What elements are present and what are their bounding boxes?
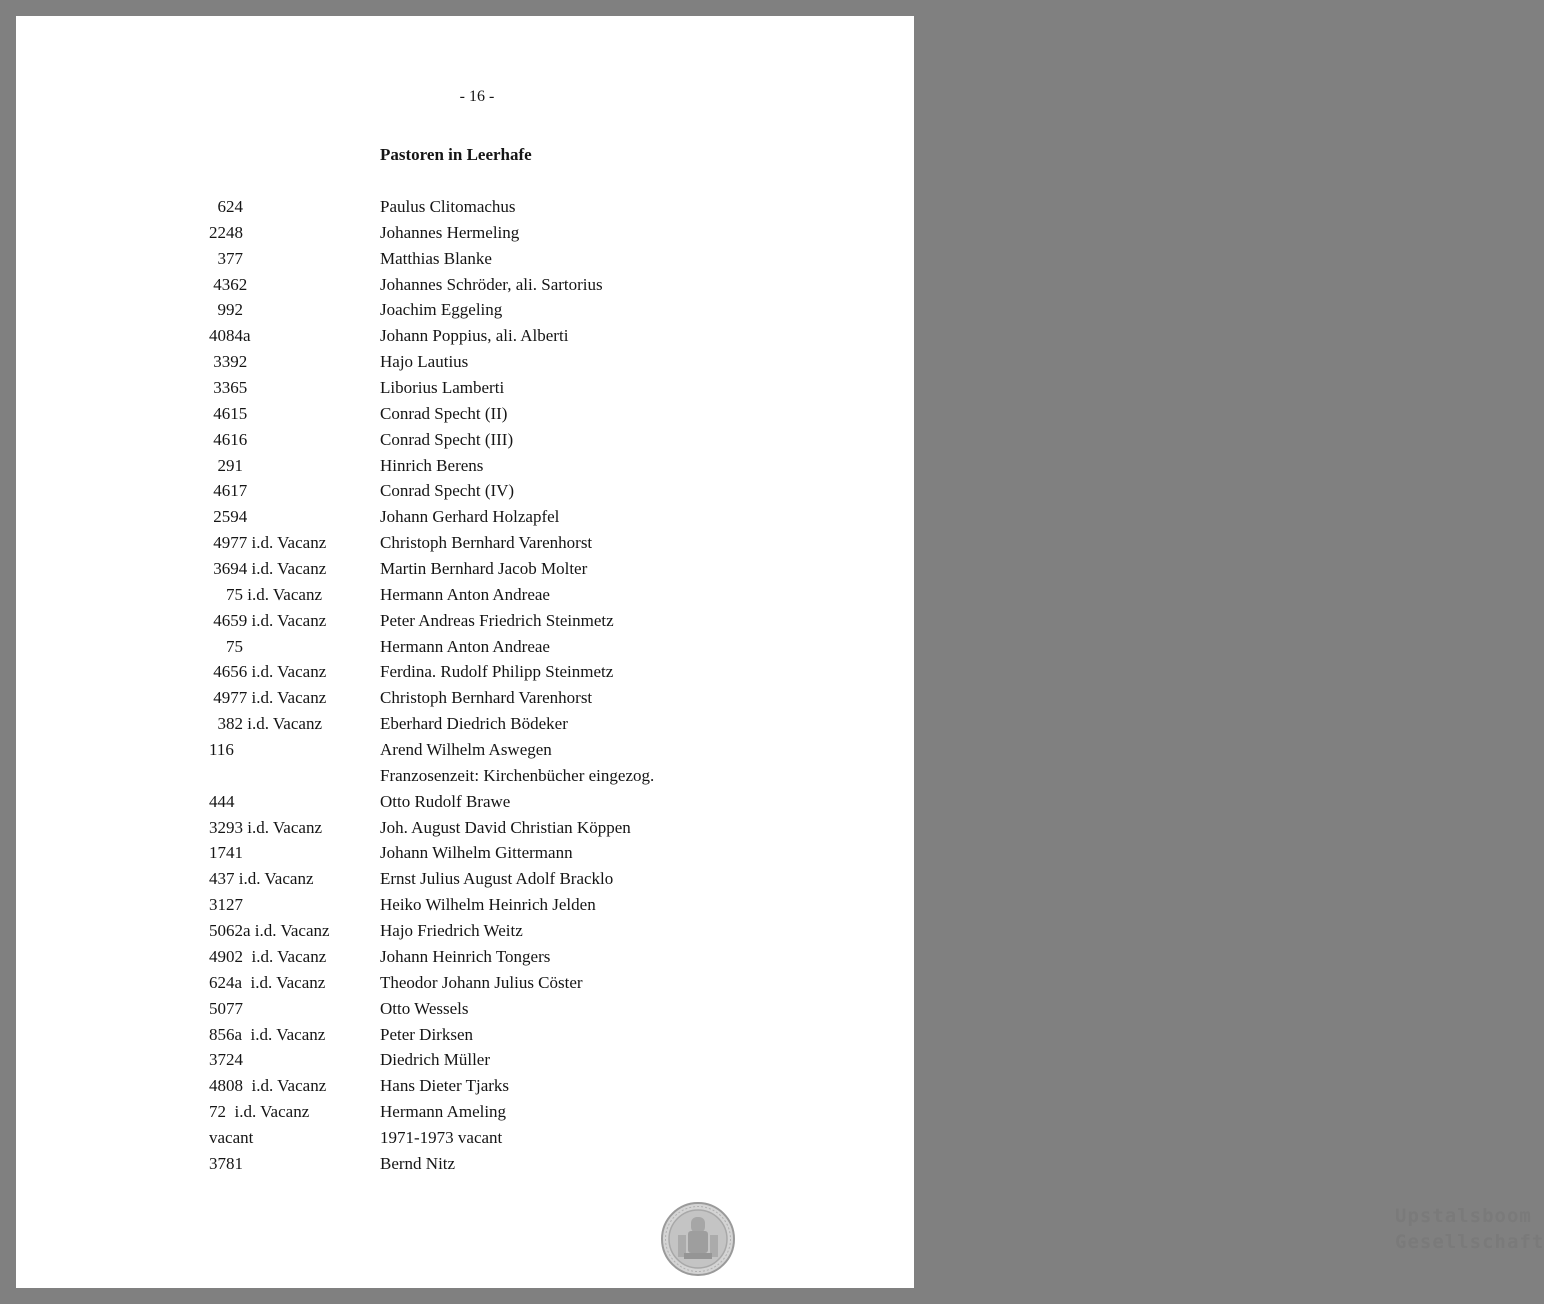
pastor-name: Conrad Specht (IV): [380, 481, 515, 501]
document-page: [16, 16, 1544, 1288]
pastor-number: 382 i.d. Vacanz: [209, 714, 322, 734]
pastor-name: Peter Andreas Friedrich Steinmetz: [380, 610, 614, 630]
table-row: [16, 998, 914, 1024]
pastor-name: Paulus Clitomachus: [380, 197, 516, 216]
table-row: [16, 584, 914, 610]
pastor-number: 377: [209, 248, 243, 268]
pastor-name: Arend Wilhelm Aswegen: [380, 740, 552, 760]
pastor-number: 2248: [209, 222, 243, 242]
pastor-name: Franzosenzeit: Kirchenbücher eingezog.: [380, 765, 655, 785]
pastor-number: 3293 i.d. Vacanz: [209, 817, 322, 837]
pastor-number: 992: [209, 300, 243, 320]
pastor-name: Hans Dieter Tjarks: [380, 1076, 510, 1096]
table-row: [16, 351, 914, 377]
table-row: [16, 868, 914, 894]
pastor-name: Theodor Johann Julius Cöster: [380, 972, 583, 992]
pastor-name: Peter Dirksen: [380, 1024, 474, 1044]
pastor-name: Conrad Specht (III): [380, 429, 514, 449]
pastor-name: Joh. August David Christian Köppen: [380, 817, 631, 837]
pastor-number: 116: [209, 740, 234, 760]
pastor-number: 75 i.d. Vacanz: [209, 584, 322, 604]
pastor-number: 75: [209, 636, 243, 656]
pastor-number: 4977 i.d. Vacanz: [209, 533, 327, 553]
table-row: [16, 765, 914, 791]
pastor-name: Otto Rudolf Brawe: [380, 791, 511, 811]
society-logo: [660, 1201, 1544, 1281]
table-row: [16, 636, 914, 662]
table-row: [16, 972, 914, 998]
pastor-name: Hermann Anton Andreae: [380, 584, 550, 604]
pastor-number: vacant: [209, 1127, 254, 1147]
page-number: - 16 -: [459, 88, 495, 105]
logo-line-2: Gesellschaft: [1395, 1231, 1544, 1253]
pastor-number: 291: [209, 455, 243, 475]
table-row: [16, 377, 914, 403]
pastor-name: 1971-1973 vacant: [380, 1127, 503, 1147]
pastor-number: 3694 i.d. Vacanz: [209, 559, 327, 579]
table-row: [16, 403, 914, 429]
table-row: [16, 791, 914, 817]
table-row: [16, 196, 914, 222]
table-row: [16, 1075, 914, 1101]
pastor-list: [16, 196, 914, 1179]
pastor-number: 1741: [209, 843, 243, 863]
seal-icon: [660, 1201, 736, 1277]
table-row: [16, 610, 914, 636]
pastor-name: Johannes Schröder, ali. Sartorius: [380, 274, 603, 294]
table-row: [16, 222, 914, 248]
pastor-number: 3392: [209, 352, 248, 372]
table-row: [16, 506, 914, 532]
pastor-name: Christoph Bernhard Varenhorst: [380, 533, 593, 553]
table-row: [16, 1101, 914, 1127]
table-row: [16, 248, 914, 274]
table-row: [16, 274, 914, 300]
pastor-name: Hermann Ameling: [380, 1102, 507, 1122]
page-title: Pastoren in Leerhafe: [380, 145, 532, 164]
table-row: [16, 325, 914, 351]
pastor-name: Ferdina. Rudolf Philipp Steinmetz: [380, 662, 614, 682]
logo-line-1: Upstalsboom: [1395, 1205, 1532, 1227]
pastor-number: 4616: [209, 429, 248, 449]
pastor-name: Matthias Blanke: [380, 248, 492, 268]
pastor-number: 4362: [209, 274, 248, 294]
table-row: [16, 661, 914, 687]
pastor-number: 4615: [209, 403, 248, 423]
pastor-number: 4656 i.d. Vacanz: [209, 662, 327, 682]
pastor-number: 2594: [209, 507, 248, 527]
pastor-name: Johannes Hermeling: [380, 222, 520, 242]
pastor-name: Christoph Bernhard Varenhorst: [380, 688, 593, 708]
table-row: [16, 920, 914, 946]
table-row: [16, 1127, 914, 1153]
pastor-number: 4659 i.d. Vacanz: [209, 610, 327, 630]
pastor-number: 3365: [209, 378, 248, 398]
table-row: [16, 1153, 914, 1179]
pastor-number: 856a i.d. Vacanz: [209, 1024, 326, 1044]
pastor-name: Hajo Friedrich Weitz: [380, 921, 523, 941]
table-row: [16, 687, 914, 713]
table-row: [16, 532, 914, 558]
pastor-number: 444: [209, 791, 235, 811]
pastor-name: Johann Poppius, ali. Alberti: [380, 326, 569, 346]
pastor-name: Conrad Specht (II): [380, 403, 508, 423]
pastor-number: 437 i.d. Vacanz: [209, 869, 314, 889]
pastor-name: Johann Wilhelm Gittermann: [380, 843, 573, 863]
table-row: [16, 946, 914, 972]
table-row: [16, 299, 914, 325]
pastor-number: 72 i.d. Vacanz: [209, 1102, 310, 1122]
pastor-name: Eberhard Diedrich Bödeker: [380, 714, 568, 734]
pastor-number: 4084a: [209, 326, 251, 346]
pastor-name: Martin Bernhard Jacob Molter: [380, 559, 588, 579]
pastor-name: Otto Wessels: [380, 998, 469, 1018]
pastor-name: Hinrich Berens: [380, 455, 484, 475]
pastor-number: 3127: [209, 895, 243, 915]
pastor-name: Bernd Nitz: [380, 1153, 456, 1173]
table-row: [16, 817, 914, 843]
table-row: [16, 1049, 914, 1075]
table-row: [16, 429, 914, 455]
pastor-number: 4902 i.d. Vacanz: [209, 946, 327, 966]
pastor-name: Diedrich Müller: [380, 1050, 490, 1070]
pastor-number: 5062a i.d. Vacanz: [209, 921, 330, 941]
pastor-name: Johann Heinrich Tongers: [380, 946, 551, 966]
pastor-number: 5077: [209, 998, 243, 1018]
pastor-name: Joachim Eggeling: [380, 300, 503, 320]
table-row: [16, 739, 914, 765]
pastor-name: Heiko Wilhelm Heinrich Jelden: [380, 895, 596, 915]
pastor-number: 624: [209, 197, 243, 216]
pastor-number: 4977 i.d. Vacanz: [209, 688, 327, 708]
pastor-name: Liborius Lamberti: [380, 378, 505, 398]
table-row: [16, 842, 914, 868]
table-row: [16, 480, 914, 506]
pastor-number: 3781: [209, 1153, 243, 1173]
table-row: [16, 1024, 914, 1050]
pastor-number: 4617: [209, 481, 248, 501]
table-row: [16, 713, 914, 739]
pastor-name: Hajo Lautius: [380, 352, 469, 372]
table-row: [16, 455, 914, 481]
pastor-number: 3724: [209, 1050, 243, 1070]
table-row: [16, 894, 914, 920]
pastor-name: Johann Gerhard Holzapfel: [380, 507, 560, 527]
pastor-number: 624a i.d. Vacanz: [209, 972, 326, 992]
pastor-name: Hermann Anton Andreae: [380, 636, 550, 656]
pastor-number: 4808 i.d. Vacanz: [209, 1076, 327, 1096]
table-row: [16, 558, 914, 584]
pastor-name: Ernst Julius August Adolf Bracklo: [380, 869, 614, 889]
